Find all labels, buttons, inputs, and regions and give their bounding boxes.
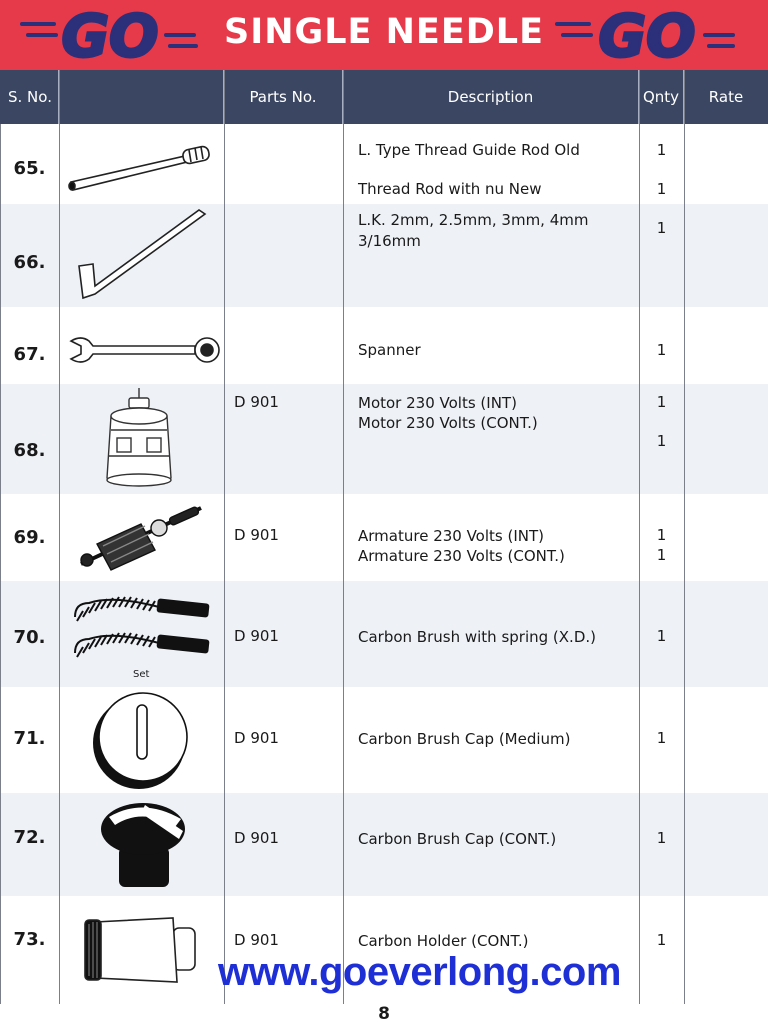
row-quantity: 1 xyxy=(656,219,667,237)
column-divider xyxy=(639,70,640,1004)
column-header-image xyxy=(59,70,224,124)
armature-image xyxy=(59,494,224,581)
row-quantity: 1 xyxy=(656,627,667,645)
row-description-line: Thread Rod with nu New xyxy=(358,180,542,198)
table-border-left xyxy=(0,124,1,1004)
row-description-line: Motor 230 Volts (CONT.) xyxy=(358,414,538,432)
table-header xyxy=(0,70,768,124)
brush-cap-cont-icon xyxy=(95,797,195,893)
row-quantity: 1 xyxy=(656,729,667,747)
carbon-holder-icon xyxy=(81,910,201,990)
row-quantity: 1 xyxy=(656,180,667,198)
column-divider xyxy=(343,70,344,1004)
row-description-line: Spanner xyxy=(358,341,421,359)
row-serial-number: 71. xyxy=(13,728,46,749)
column-divider xyxy=(224,70,225,1004)
row-rate xyxy=(684,581,768,687)
svg-text:GO: GO xyxy=(598,2,696,68)
row-quantity: 1 xyxy=(656,829,667,847)
row-serial-number: 66. xyxy=(13,252,46,273)
website-link[interactable]: www.goeverlong.com xyxy=(218,950,621,994)
row-description-line: L. Type Thread Guide Rod Old xyxy=(358,141,580,159)
table-row xyxy=(0,494,768,581)
motor-image xyxy=(59,384,224,494)
armature-icon xyxy=(75,500,207,574)
row-rate xyxy=(684,384,768,494)
row-parts-number: D 901 xyxy=(234,729,279,747)
table-row xyxy=(0,307,768,384)
parts-table xyxy=(0,124,768,1004)
row-rate xyxy=(684,307,768,384)
svg-text:GO: GO xyxy=(61,2,159,68)
row-description-line: Carbon Brush with spring (X.D.) xyxy=(358,628,596,646)
carbon-brush-icon xyxy=(71,595,213,667)
column-header-sno: S. No. xyxy=(0,70,59,124)
carbon-brush-image xyxy=(59,581,224,687)
row-rate xyxy=(684,896,768,1004)
row-parts-number: D 901 xyxy=(234,931,279,949)
row-serial-number: 69. xyxy=(13,527,46,548)
table-row xyxy=(0,581,768,687)
motor-icon xyxy=(99,386,179,492)
l-key-image xyxy=(59,204,224,307)
row-quantity: 1 xyxy=(656,432,667,450)
row-description-line: Armature 230 Volts (CONT.) xyxy=(358,547,565,565)
table-row xyxy=(0,124,768,204)
row-serial-number: 67. xyxy=(13,344,46,365)
carbon-holder-image xyxy=(59,896,224,1004)
brush-cap-medium-image xyxy=(59,687,224,793)
row-quantity: 1 xyxy=(656,931,667,949)
brush-cap-icon xyxy=(87,691,191,791)
row-rate xyxy=(684,124,768,204)
row-description-line: Carbon Holder (CONT.) xyxy=(358,932,529,950)
page-number: 8 xyxy=(378,1004,390,1024)
row-quantity: 1 xyxy=(656,341,667,359)
row-quantity: 1 xyxy=(656,393,667,411)
row-parts-number: D 901 xyxy=(234,627,279,645)
row-rate xyxy=(684,204,768,307)
row-description-line: Carbon Brush Cap (Medium) xyxy=(358,730,571,748)
row-parts-number: D 901 xyxy=(234,393,279,411)
spanner-icon xyxy=(67,333,222,365)
column-header-parts-no: Parts No. xyxy=(224,70,343,124)
row-description-line: L.K. 2mm, 2.5mm, 3mm, 4mm xyxy=(358,211,589,229)
row-quantity: 1 xyxy=(656,546,667,564)
thread-guide-rod-image xyxy=(59,124,224,204)
row-description-line: 3/16mm xyxy=(358,232,421,250)
column-divider xyxy=(684,70,685,1004)
go-logo-right xyxy=(555,2,735,68)
brush-cap-cont-image xyxy=(59,793,224,896)
row-rate xyxy=(684,687,768,793)
image-caption: Set xyxy=(133,669,150,680)
row-serial-number: 70. xyxy=(13,627,46,648)
row-description-line: Motor 230 Volts (INT) xyxy=(358,394,517,412)
table-row xyxy=(0,384,768,494)
thread-guide-rod-icon xyxy=(65,138,217,196)
column-header-rate: Rate xyxy=(708,88,744,106)
table-row xyxy=(0,687,768,793)
column-header-qnty: Qnty xyxy=(639,70,684,124)
row-description-line: Armature 230 Volts (INT) xyxy=(358,527,545,545)
row-serial-number: 65. xyxy=(13,158,46,179)
spanner-image xyxy=(59,307,224,384)
row-quantity: 1 xyxy=(656,526,667,544)
row-rate xyxy=(684,793,768,896)
table-row xyxy=(0,793,768,896)
table-row xyxy=(0,204,768,307)
row-quantity: 1 xyxy=(656,141,667,159)
row-serial-number: 68. xyxy=(13,440,46,461)
l-key-icon xyxy=(73,208,213,302)
row-rate xyxy=(684,494,768,581)
row-parts-number: D 901 xyxy=(234,829,279,847)
row-description-line: Carbon Brush Cap (CONT.) xyxy=(358,830,557,848)
row-serial-number: 73. xyxy=(13,929,46,950)
column-header-description: Description xyxy=(343,70,639,124)
page-title: SINGLE NEEDLE xyxy=(223,12,545,52)
column-divider xyxy=(59,70,60,1004)
row-parts-number: D 901 xyxy=(234,526,279,544)
header-banner xyxy=(0,0,768,70)
row-serial-number: 72. xyxy=(13,827,46,848)
